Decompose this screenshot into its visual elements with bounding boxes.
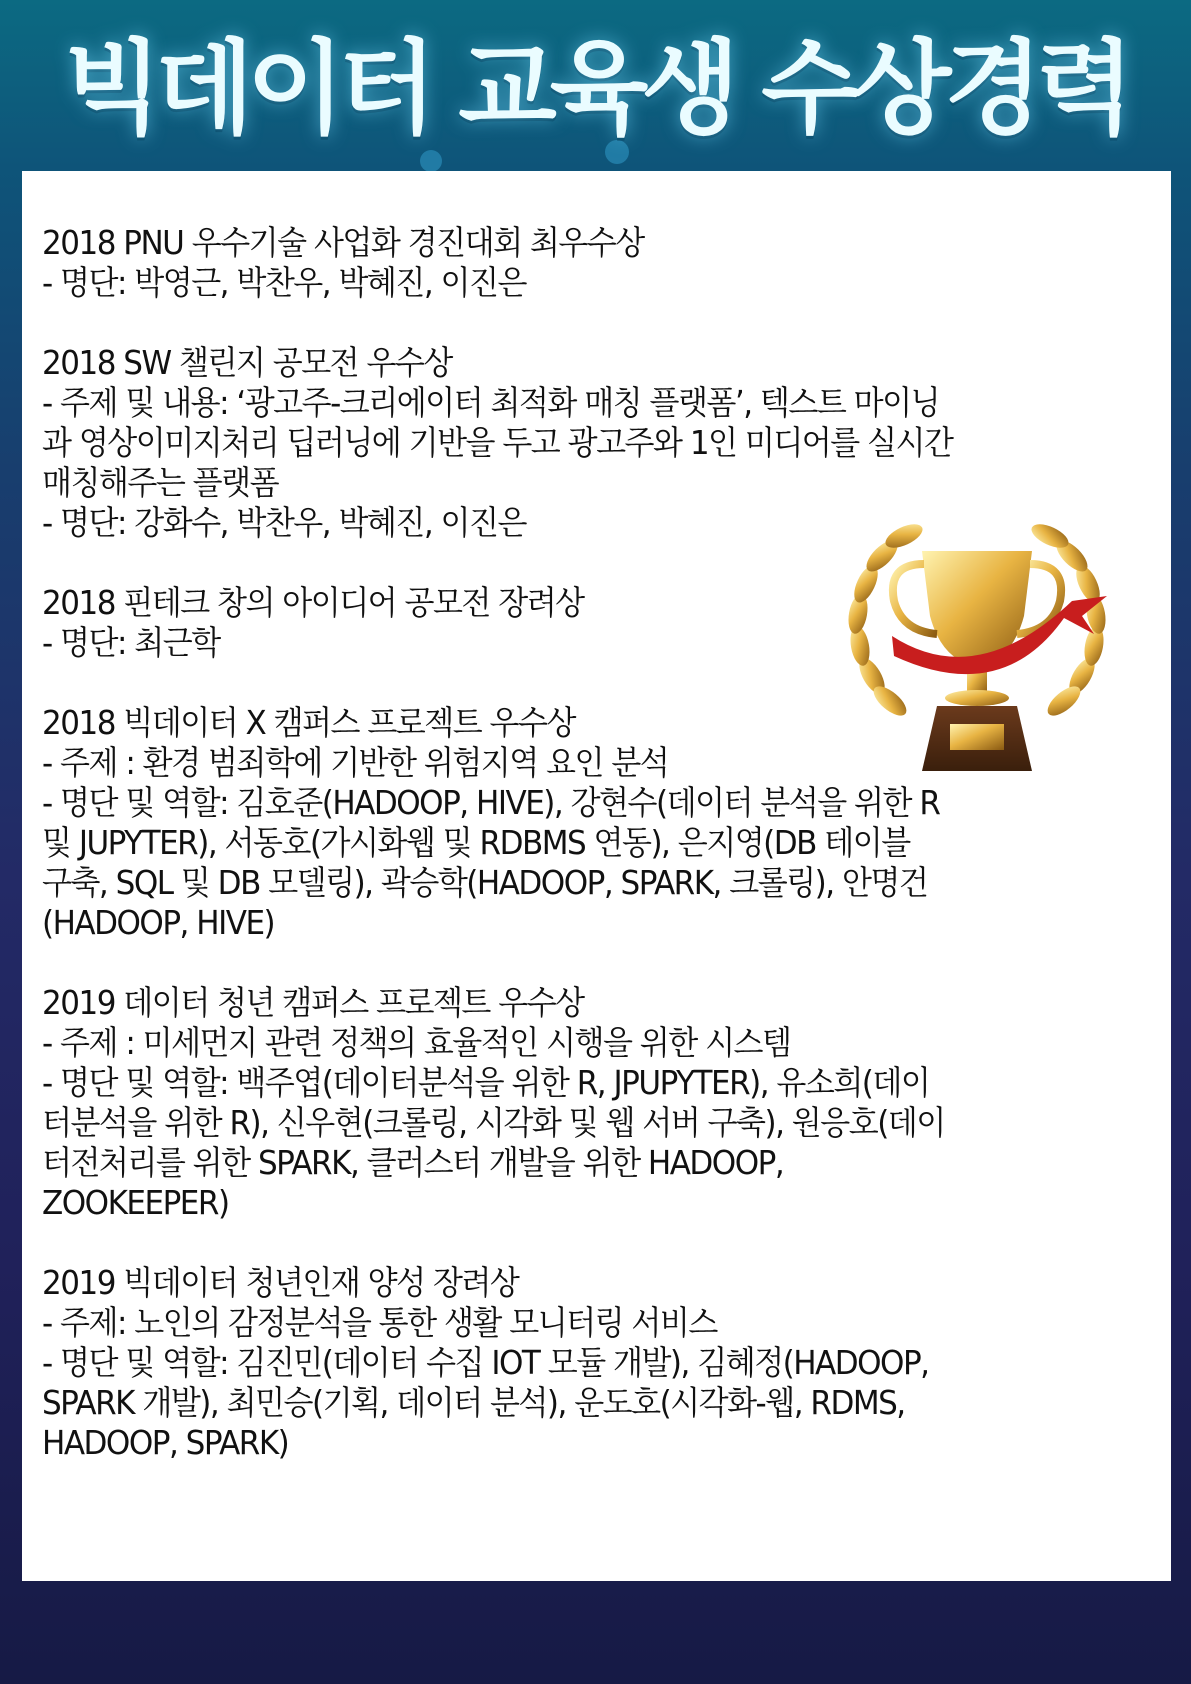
award-detail-line: 구축, SQL 및 DB 모델링), 곽승학(HADOOP, SPARK, 크롤링), 안명건 <box>42 863 928 902</box>
award-detail-line: 터분석을 위한 R), 신우현(크롤링, 시각화 및 웹 서버 구축), 원응호(데이 <box>42 1103 945 1142</box>
award-detail-line: - 주제 및 내용: ‘광고주-크리에이터 최적화 매칭 플랫폼’, 텍스트 마이닝 <box>42 383 940 422</box>
award-detail-line: - 명단 및 역할: 김호준(HADOOP, HIVE), 강현수(데이터 분석을 위한 R <box>42 783 940 822</box>
award-heading: 2018 PNU 우수기술 사업화 경진대회 최우수상 <box>42 223 644 262</box>
award-detail-line: 터전처리를 위한 SPARK, 클러스터 개발을 위한 HADOOP, <box>42 1143 784 1182</box>
award-detail-line: HADOOP, SPARK) <box>42 1423 289 1462</box>
award-detail-line: 과 영상이미지처리 딥러닝에 기반을 두고 광고주와 1인 미디어를 실시간 <box>42 423 953 462</box>
award-entry <box>42 223 1104 303</box>
award-entry <box>42 1263 1104 1463</box>
award-detail-line: - 주제 : 미세먼지 관련 정책의 효율적인 시행을 위한 시스템 <box>42 1023 791 1062</box>
award-detail-line: - 명단 및 역할: 백주엽(데이터분석을 위한 R, JPUPYTER), 유소희(데이 <box>42 1063 930 1102</box>
trophy-icon <box>832 506 1122 796</box>
award-detail-line: 매칭해주는 플랫폼 <box>42 463 279 502</box>
award-heading: 2018 핀테크 창의 아이디어 공모전 장려상 <box>42 583 584 622</box>
award-detail-line: - 주제 : 환경 범죄학에 기반한 위험지역 요인 분석 <box>42 743 669 782</box>
award-entry <box>42 983 1104 1223</box>
award-heading: 2019 빅데이터 청년인재 양성 장려상 <box>42 1263 519 1302</box>
award-heading: 2019 데이터 청년 캠퍼스 프로젝트 우수상 <box>42 983 584 1022</box>
award-detail-line: 및 JUPYTER), 서동호(가시화웹 및 RDBMS 연동), 은지영(DB 테이블 <box>42 823 910 862</box>
award-detail-line: - 주제: 노인의 감정분석을 통한 생활 모니터링 서비스 <box>42 1303 717 1342</box>
award-detail-line: - 명단: 최근학 <box>42 623 220 662</box>
award-detail-line: - 명단: 강화수, 박찬우, 박혜진, 이진은 <box>42 503 526 542</box>
awards-list <box>42 223 1104 1503</box>
award-detail-line: - 명단 및 역할: 김진민(데이터 수집 IOT 모듈 개발), 김혜정(HADOOP, <box>42 1343 929 1382</box>
award-heading: 2018 SW 챌린지 공모전 우수상 <box>42 343 452 382</box>
award-detail-line: (HADOOP, HIVE) <box>42 903 275 942</box>
award-detail-line: - 명단: 박영근, 박찬우, 박혜진, 이진은 <box>42 263 526 302</box>
page-title: 빅데이터 교육생 수상경력 <box>63 30 1128 149</box>
content-panel <box>22 171 1171 1581</box>
award-detail-line: ZOOKEEPER) <box>42 1183 229 1222</box>
award-heading: 2018 빅데이터 X 캠퍼스 프로젝트 우수상 <box>42 703 575 742</box>
award-detail-line: SPARK 개발), 최민승(기획, 데이터 분석), 운도호(시각화-웹, RDMS, <box>42 1383 905 1422</box>
decor-dot <box>420 150 442 172</box>
